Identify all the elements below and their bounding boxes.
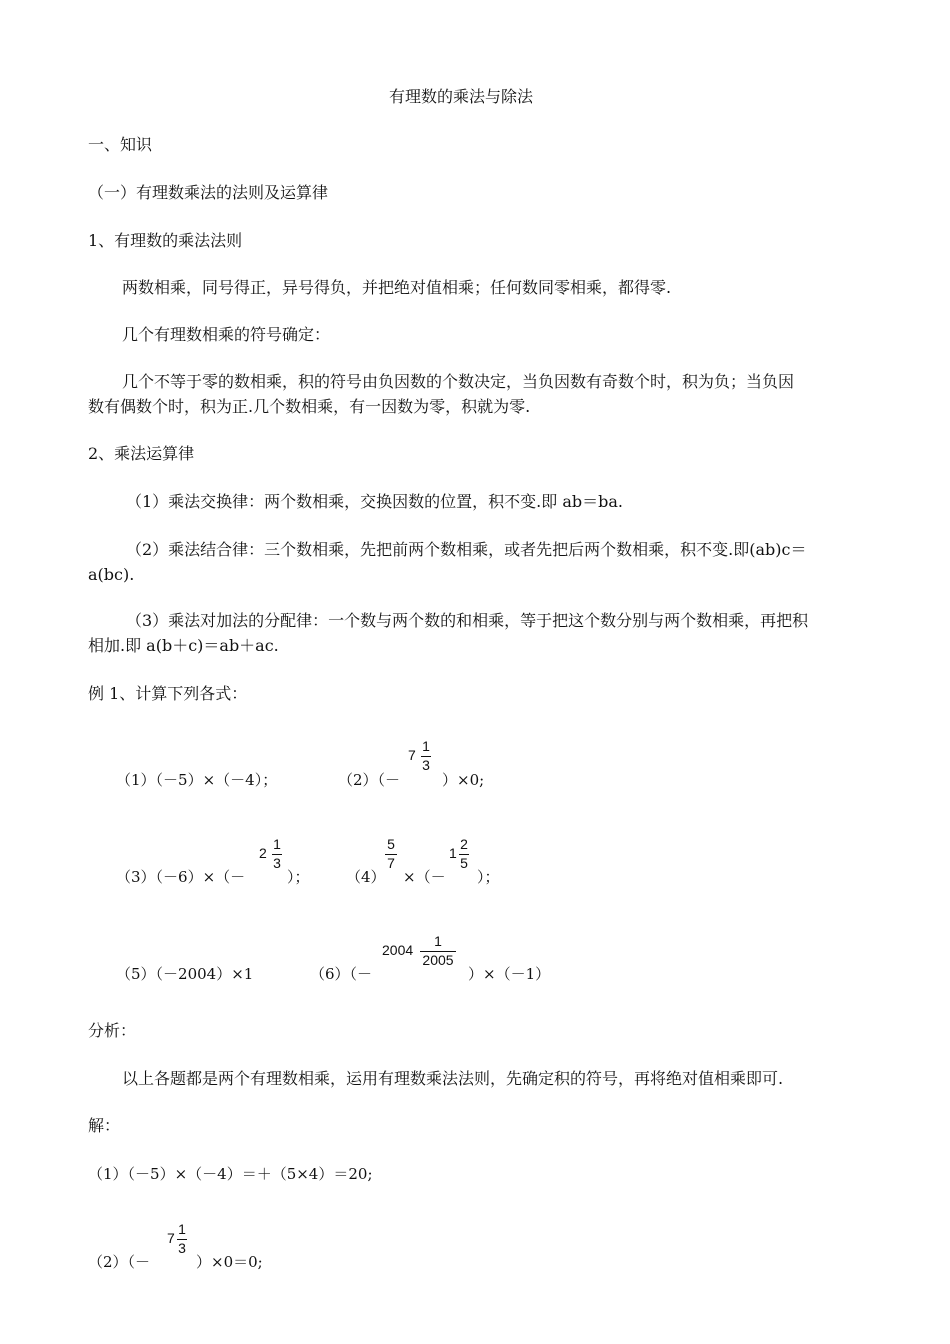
- fraction-numerator: 1: [434, 933, 442, 949]
- mixed-fraction: [259, 834, 289, 874]
- fraction-denominator: 3: [273, 855, 281, 871]
- law-commutative: （1）乘法交换律：两个数相乘，交换因数的位置，积不变.即 ab＝ba.: [126, 492, 624, 511]
- law-heading: 2、乘法运算律: [88, 444, 195, 463]
- fraction-numerator: 1: [273, 836, 281, 852]
- simple-fraction: [383, 834, 399, 874]
- fraction-denominator: 3: [178, 1240, 186, 1256]
- solution-heading: 解：: [88, 1116, 121, 1135]
- solution-2-start: （2）（－: [88, 1253, 151, 1271]
- mixed-fraction: [167, 1219, 197, 1259]
- fraction-numerator: 1: [178, 1221, 186, 1237]
- fraction-whole: 7: [408, 747, 416, 763]
- mixed-fraction: [449, 834, 479, 874]
- fraction-denominator: 7: [387, 855, 395, 871]
- law-distributive-line1: （3）乘法对加法的分配律：一个数与两个数的和相乘，等于把这个数分别与两个数相乘，再把积: [126, 611, 809, 630]
- fraction-whole: 7: [167, 1230, 175, 1246]
- analysis-heading: 分析：: [88, 1021, 137, 1040]
- fraction-whole: 2: [259, 845, 267, 861]
- subsection-heading: （一）有理数乘法的法则及运算律: [88, 183, 329, 202]
- problem-5: （5）（－2004）×1: [116, 965, 254, 983]
- problem-4-end: ）；: [477, 868, 500, 886]
- rule-heading: 1、有理数的乘法法则: [88, 231, 243, 250]
- fraction-denominator: 2005: [422, 952, 454, 968]
- law-distributive-line2: 相加.即 a(b＋c)＝ab＋ac.: [88, 636, 279, 655]
- law-associative-line1: （2）乘法结合律：三个数相乘，先把前两个数相乘，或者先把后两个数相乘，积不变.即(ab)c＝: [126, 540, 807, 559]
- problem-4-middle: ×（－: [403, 868, 446, 886]
- problem-2-end: ）×0;: [442, 771, 485, 789]
- section-heading-knowledge: 一、知识: [88, 135, 153, 154]
- fraction-denominator: 5: [460, 855, 468, 871]
- solution-1: （1）（－5）×（－4）＝＋（5×4）＝20;: [88, 1165, 373, 1183]
- solution-2-end: ）×0＝0;: [196, 1253, 263, 1271]
- problem-1: （1）（－5）×（－4）；: [116, 771, 278, 789]
- problem-3-start: （3）（－6）×（－: [116, 868, 246, 886]
- sign-text-line2: 数有偶数个时，积为正.几个数相乘，有一因数为零，积就为零.: [88, 397, 531, 416]
- rule-text: 两数相乘，同号得正，异号得负，并把绝对值相乘；任何数同零相乘，都得零.: [122, 278, 672, 297]
- analysis-text: 以上各题都是两个有理数相乘，运用有理数乘法法则，先确定积的符号，再将绝对值相乘即可.: [122, 1069, 784, 1088]
- fraction-numerator: 1: [422, 738, 430, 754]
- fraction-numerator: 2: [460, 836, 468, 852]
- page-title: 有理数的乘法与除法: [389, 87, 534, 106]
- fraction-numerator: 5: [387, 836, 395, 852]
- sign-text-line1: 几个不等于零的数相乘，积的符号由负因数的个数决定，当负因数有奇数个时，积为负；当负因: [122, 372, 795, 391]
- problem-6-end: ）×（－1）: [468, 965, 551, 983]
- problem-6-start: （6）（－: [310, 965, 373, 983]
- problem-2-start: （2）（－: [338, 771, 401, 789]
- fraction-whole: 2004: [382, 942, 414, 958]
- problem-4-start: （4）: [346, 868, 386, 886]
- problem-3-end: ）；: [287, 868, 310, 886]
- mixed-fraction: [408, 736, 438, 776]
- law-associative-line2: a(bc).: [88, 565, 135, 584]
- fraction-whole: 1: [449, 845, 457, 861]
- fraction-denominator: 3: [422, 757, 430, 773]
- example-heading: 例 1、计算下列各式：: [88, 684, 248, 703]
- sign-heading: 几个有理数相乘的符号确定：: [122, 325, 331, 344]
- mixed-fraction: [382, 931, 462, 971]
